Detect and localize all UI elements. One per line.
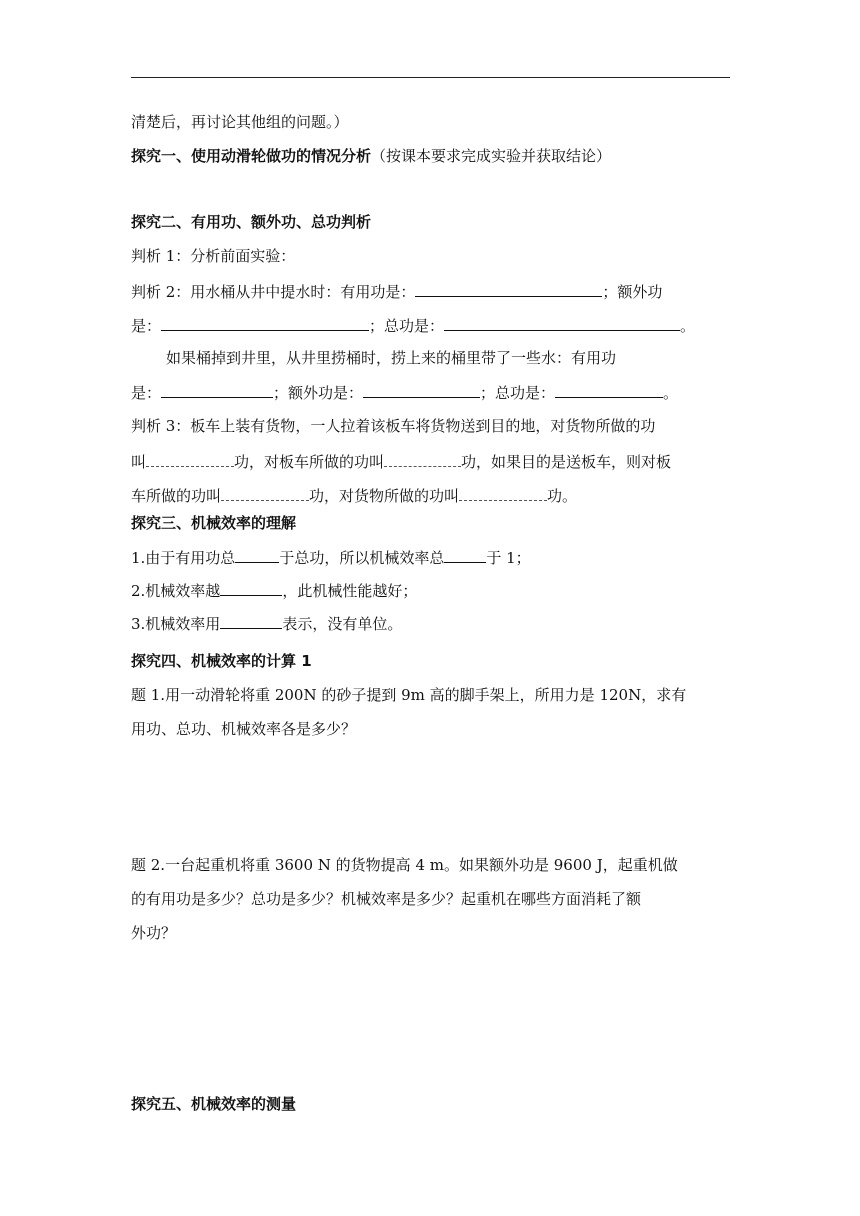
question-2-line-1: 题 2.一台起重机将重 3600 N 的货物提高 4 m。如果额外功是 9600 J，起重机做 <box>131 856 678 874</box>
bucket-total-label: ；总功是： <box>480 384 556 402</box>
bucket-extra-blank[interactable] <box>363 382 480 398</box>
item-1-text-b: 于总功，所以机械效率总 <box>279 549 445 567</box>
item-2-text-b: ，此机械性能越好； <box>282 582 418 600</box>
efficiency-item-1 <box>131 547 531 568</box>
bucket-useful-blank[interactable] <box>161 382 273 398</box>
total-work-blank[interactable] <box>444 315 680 331</box>
bucket-line-2 <box>131 382 678 403</box>
item-1-text-c: 于 1； <box>486 549 531 567</box>
judge-3-end: 功。 <box>547 487 578 505</box>
judge-2-line-2 <box>131 315 695 336</box>
intro-tail-text: 清楚后，再讨论其他组的问题。） <box>131 113 349 131</box>
bucket-total-blank[interactable] <box>555 382 663 398</box>
question-1-line-2: 用功、总功、机械效率各是多少？ <box>131 720 357 738</box>
bucket-period: 。 <box>663 384 679 402</box>
section-1-title: 探究一、使用动滑轮做功的情况分析 <box>131 147 372 165</box>
question-1-line-1: 题 1.用一动滑轮将重 200N 的砂子提到 9m 高的脚手架上，所用力是 120N，求有 <box>131 686 687 704</box>
item-2-blank[interactable] <box>220 580 282 596</box>
bucket-line-1: 如果桶掉到井里，从井里捞桶时，捞上来的桶里带了一些水：有用功 <box>166 349 617 367</box>
section-2-title: 探究二、有用功、额外功、总功判析 <box>131 213 372 231</box>
item-2-text-a: 2.机械效率越 <box>131 582 221 600</box>
question-2-line-2: 的有用功是多少？总功是多少？机械效率是多少？起重机在哪些方面消耗了额 <box>131 890 642 908</box>
item-3-blank[interactable] <box>220 613 282 629</box>
bucket-useful-label: 是： <box>131 384 162 402</box>
section-4-title: 探究四、机械效率的计算 1 <box>131 652 312 670</box>
judge-3-cart-label: 功，对板车所做的功叫 <box>234 453 385 471</box>
judge-2-total-label: ；总功是： <box>369 317 445 335</box>
header-rule <box>131 77 730 78</box>
section-5-title: 探究五、机械效率的测量 <box>131 1095 297 1113</box>
extra-work-blank[interactable] <box>161 315 369 331</box>
useful-work-blank[interactable] <box>415 281 602 297</box>
judge-2-is-label: 是： <box>131 317 162 335</box>
section-3-title: 探究三、机械效率的理解 <box>131 514 297 532</box>
item-3-text-a: 3.机械效率用 <box>131 615 221 633</box>
item-3-text-b: 表示，没有单位。 <box>282 615 403 633</box>
bucket-extra-label: ；额外功是： <box>273 384 364 402</box>
question-2-line-3: 外功？ <box>131 924 177 942</box>
section-1-note: （按课本要求完成实验并获取结论） <box>371 147 612 165</box>
cart-work-blank-2[interactable] <box>221 485 309 501</box>
cart-work-blank[interactable] <box>384 451 461 467</box>
judge-3-purpose-label: 功，如果目的是送板车，则对板 <box>461 453 672 471</box>
judge-3-cargo-work-label: 功，对货物所做的功叫 <box>309 487 460 505</box>
cargo-work-blank[interactable] <box>146 451 234 467</box>
item-1-blank-b[interactable] <box>444 547 486 563</box>
judge-3-line-3 <box>131 485 577 506</box>
cargo-work-blank-2[interactable] <box>459 485 547 501</box>
efficiency-item-2 <box>131 580 417 601</box>
judge-3-call-label: 叫 <box>131 453 147 471</box>
judge-2-period: 。 <box>680 317 696 335</box>
item-1-blank-a[interactable] <box>235 547 279 563</box>
judge-3-line-2 <box>131 451 671 472</box>
item-1-text-a: 1.由于有用功总 <box>131 549 236 567</box>
judge-2-prompt: 判析 2：用水桶从井中提水时：有用功是： <box>131 283 416 301</box>
judge-2-extra-label: ；额外功 <box>602 283 663 301</box>
judge-3-cart-work-label: 车所做的功叫 <box>131 487 222 505</box>
judge-3-line-1: 判析 3：板车上装有货物，一人拉着该板车将货物送到目的地，对货物所做的功 <box>131 417 656 435</box>
judge-2-line-1 <box>131 281 662 302</box>
judge-1-text: 判析 1：分析前面实验： <box>131 247 296 265</box>
section-1-line <box>131 146 611 166</box>
efficiency-item-3 <box>131 613 402 634</box>
